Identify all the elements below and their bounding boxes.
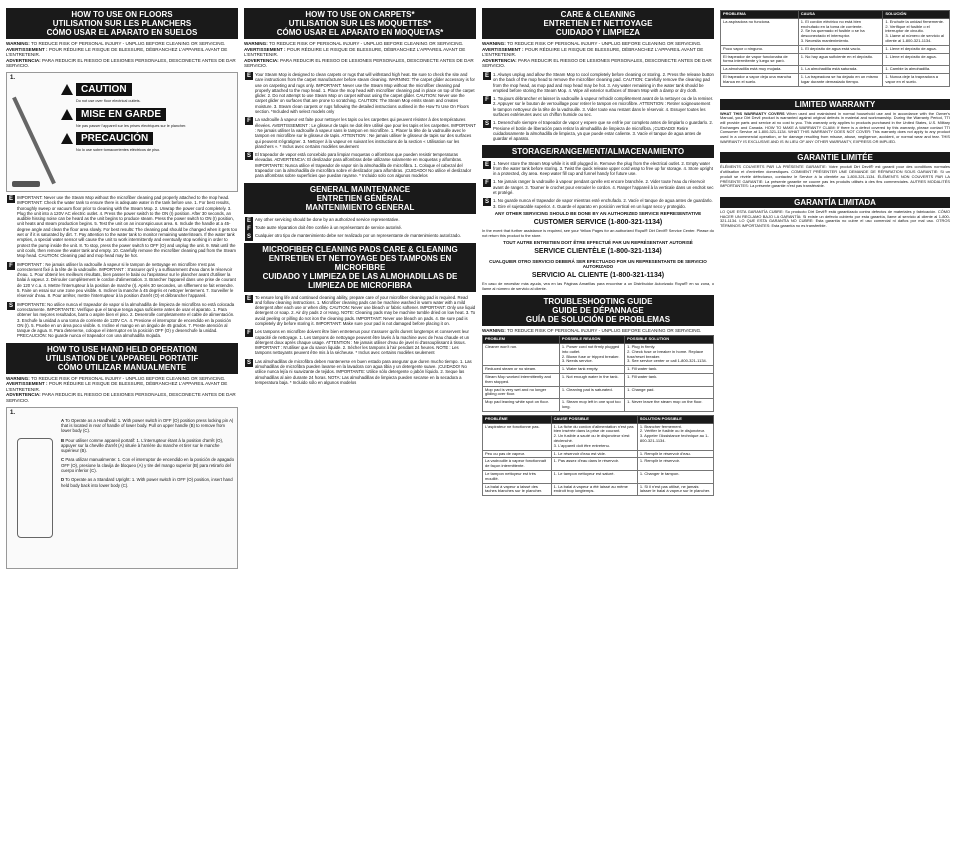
caution-notices [61, 83, 237, 157]
mop-head-illustration [12, 181, 40, 187]
carpets-header [244, 8, 476, 39]
service-title: ANY OTHER SERVICING SHOULD BE DONE BY AN AUTHORIZED SERVICE REPRESENTATIVE [494, 210, 702, 216]
table-cell: 1. La almohadilla está saturada. [798, 66, 883, 74]
table-cell: 1. Remplir le réservoir d'eau. [637, 450, 713, 458]
table-header: POSSIBLE SOLUTION [625, 336, 714, 344]
maintenance-header [244, 183, 476, 214]
pads-text: To ensure long life and continued cleaning ability, prepare care of your microfiber cleaning pad is required. Read and follow cleaning instructions. 1. Microfiber cleaning pads can be machine washed in warm water with a mild detergent after each use or when dirty. CAUTION: Never use bleach or fabric softener. IMPORTANT: Only use liquid detergent or soap. 2. Air dry pads 2 or Hang. NOTE: Cleaning pads may be machine tumble dried on low heat. 3. To avoid peeling or pilling do not iron the cleaning pads. IMPORTANT: Never use bleach on pads. 4. Be sure pad is completely dry before storing it. IMPORTANT: Make sure your pad is not damaged before placing it on. [255, 294, 476, 326]
table-cell: 1. No hay agua suficiente en el depósito. [798, 53, 883, 66]
table-cell: L'aspirateur ne fonctionne pas. [483, 423, 552, 450]
section-english [6, 195, 238, 259]
service-title: TOUT AUTRE ENTRETIEN DOIT ÊTRE EFFECTUÉ PAR UN REPRÉSENTANT AUTORISÉ [503, 240, 693, 246]
figure-number: 1. [10, 409, 16, 416]
table-cell: 1. Fill water tank. [625, 366, 714, 374]
header-line: GENERAL MAINTENANCE [309, 184, 411, 194]
step-letter: B [61, 437, 65, 443]
warning-text: TO REDUCE RISK OF PERSONAL INJURY - UNPLUG BEFORE CLEANING OR SERVICING. [30, 375, 226, 381]
caution-notice [61, 132, 237, 145]
garantie-title: GARANTIE LIMITÉE [720, 152, 950, 163]
warning-label: AVERTISSEMENT : [482, 46, 524, 52]
table-row [483, 458, 714, 471]
storage-header [482, 145, 714, 158]
caution-desc: Do not use over floor electrical outlets. [76, 98, 141, 103]
table-cell: 1. Power cord not firmly plugged into outlet. 2. Blown fuse or tripped breaker. 3. Needs service. [559, 343, 624, 365]
table-cell: El trapeador de vapor funcionaba de forma intermitente y luego se paró. [721, 53, 799, 66]
warning-label: WARNING: [482, 41, 506, 46]
table-row [483, 373, 714, 386]
table-cell: Cleaner won't run. [483, 343, 560, 365]
warning-triangle-icon [61, 84, 73, 95]
lang-tag-e: E [246, 72, 251, 79]
table-cell: 1. Plug in firmly. 2. Check fuse or breaker in home. Replace fuse/reset breaker. 3. See service center or call 1-800-321-1134. [625, 343, 714, 365]
table-cell: 1. La fiche du cordon d'alimentation n'est pas bien insérée dans la prise de courant. 2. Un fusible a sauté ou le disjoncteur s'est déclenché. 3. L'appareil doit être entretenu. [551, 423, 637, 450]
caution-label: CAUTION [76, 83, 132, 96]
section-french [244, 117, 476, 149]
header-line: CÓMO UTILIZAR MANUALMENTE [57, 362, 187, 372]
header-line: STORAGE/RANGEMENT/ALMACENAMIENTO [511, 146, 685, 156]
table-row [483, 483, 714, 496]
warning-label: AVERTISSEMENT : [244, 46, 286, 52]
table-cell: 1. Nunca deje la trapeadora a vapor en el suelo. [883, 73, 950, 86]
troubleshooting-header [482, 295, 714, 326]
table-cell: Mop pad leaving white spot on floor. [483, 399, 560, 412]
table-header: SOLUCIÓN [883, 11, 950, 19]
section-french [6, 262, 238, 299]
table-cell: 1. Water tank empty. [559, 366, 624, 374]
warning-triangle-icon [61, 109, 73, 120]
header-line: CUIDADO Y LIMPIEZA DE LAS ALMOHADILLAS DE LIMPIEZA DE MICROFIBRA [262, 271, 458, 290]
pads-header [244, 243, 476, 292]
table-row [483, 386, 714, 399]
table-cell: 1. La trapeadora se ha dejado en un mismo lugar durante demasiado tiempo. [798, 73, 883, 86]
table-header: PROBLEMA [721, 11, 799, 19]
table-cell: 1. Brancher fermement. 2. Vérifier le fusible ou le disjoncteur. 3. Appeler l'Assistance technique au 1-800-321-1134. [637, 423, 713, 450]
warning-label: WARNING: [482, 327, 506, 333]
lang-tag-s: S [246, 234, 251, 241]
warnings [482, 41, 714, 69]
floors-header [6, 8, 238, 39]
troubleshooting-table-english [482, 335, 714, 412]
instructions-text: Your Steam Mop is designed to clean carpets or rugs that will withstand high heat. Be sure to check the site and care instructions from the carpet manufacturer before steam cleaning. WARNING: The carpet glider accessory is for use on carpeting and rugs only. IMPORTANT: Never use the Steam Mop without the microfiber cleaning pad properly attached to the mop head. 1. Place the mop head with microfiber cleaning pad in place on top of the carpet glider. 2. Do not attempt to use Steam Mop on carpet without using the carpet glider. CAUTION: Never use the carpet glider on surfaces that are prone to scratching. CAUTION: The Steam Mop emits steam and creates moisture. 3. Steam clean carpets or rugs following the detailed instructions outlined in the How To Use On Floors section. *Included with select models only [255, 71, 475, 115]
caution-desc: No lo use sobre tomacorrientes eléctricos de piso. [76, 148, 161, 153]
step-letter: A [61, 417, 65, 423]
table-cell: 1. Enchufe la unidad firmemente. 2. Verifique el fusible o el interruptor de circuito. 3. Llame al número de servicio al cliente al 1-800-321-1134. [883, 18, 950, 45]
table-row [483, 343, 714, 365]
step-letter: D [61, 477, 65, 483]
column-floors [6, 8, 238, 569]
lang-tag-f: F [245, 117, 253, 125]
troubleshooting-table-french [482, 415, 714, 496]
header-line: GUÍA DE SOLUCIÓN DE PROBLEMAS [525, 314, 671, 324]
table-cell: 1. Le tampon nettoyeur est saturé. [551, 470, 637, 483]
storage-text: 1. Ne jamais ranger la vadrouille à vapeur pendant qu'elle est encore branchée. 2. Vider toute l'eau du réservoir avant de ranger. 3. Tourner le crochet pour enrouler le cordon. 4. Ranger l'appareil à la verticale dans un endroit sec et protégé. [493, 179, 714, 196]
section-spanish [6, 302, 238, 339]
header-line: CARE & CLEANING [560, 10, 636, 19]
garantia-title: GARANTÍA LIMITADA [720, 197, 950, 208]
table-cell: La aspiradora no funciona. [721, 18, 799, 45]
warning-text: TO REDUCE RISK OF PERSONAL INJURY - UNPLUG BEFORE CLEANING OR SERVICING. [506, 41, 702, 46]
lang-tag-s: S [484, 121, 489, 128]
table-row [483, 399, 714, 412]
instructions-text: El trapeador de vapor está concebido para limpiar moquetas o alfombras que pueden resistir temperaturas elevadas. ADVERTENCIA: El deslizador para alfombras debe utilizarse solamente en moquetas y alfombras. IMPORTANTE: Nunca utilice el trapeador de vapor sin la almohadilla de microfibra. 1. Coloque el cabezal del trapeador con la almohadilla de microfibra sobre el deslizador para alfombras. ¡CUIDADO! No utilice el deslizador para alfombras sobre superficies que puedan rayarse. * Incluido solo con algunos modelos [255, 152, 472, 179]
table-cell: Poco vapor o ninguno. [721, 45, 799, 53]
table-row [721, 18, 950, 45]
section-english [482, 72, 714, 93]
table-cell: La balai à vapeur a laissé des taches blanches sur le plancher. [483, 483, 552, 496]
table-cell: 1. Cleaning pad is saturated. [559, 386, 624, 399]
section-spanish [482, 198, 714, 209]
table-cell: 1. El cordón eléctrico no está bien enchufado en la toma de corriente. 2. Se ha quemado el fusible o se ha desconectado el interruptor. 3. Necesita mantenimiento. [798, 18, 883, 45]
table-cell: 1. Not enough water in the tank. [559, 373, 624, 386]
care-text: 1. Desenchufe siempre el trapeador de vapor y espere que se enfríe por completo antes de limpiarlo o guardarlo. 2. Presione el botón de liberación para retirar la almohadilla de limpieza de microfibra. ¡CUIDADO! Retire cuidadosamente la almohadilla de limpieza, ya que puede estar caliente. 3. Vacíe el tanque de agua antes de guardar el aparato. [493, 120, 713, 142]
table-cell: El trapeador a vapor deja una mancha blanca en el suelo. [721, 73, 799, 86]
warnings [244, 41, 476, 69]
lang-tag-f: F [483, 96, 491, 104]
lang-tag-e: E [484, 72, 489, 79]
pads-text: Las almohadillas de microfibra deben mantenerse en buen estado para asegurar que duren mucho tiempo. 1. Las almohadillas de microfibra pueden lavarse en la lavadora con agua tibia y un detergente suave. ¡CUIDADO! No utilice nunca lejía ni suavizante de tejidos. IMPORTANTE: Utilice sólo detergente o jabón líquido. 2. Seque las almohadillas al aire durante 24 horas. NOTA: Las almohadillas de limpieza pueden secarse en la secadora a temperatura baja. * Incluido sólo en algunos modelos [255, 358, 472, 385]
table-cell: 1. La balai à vapeur a été laissé au même endroit trop longtemps. [551, 483, 637, 496]
lang-tag-f: F [245, 329, 253, 337]
header-line: ENTRETIEN ET NETTOYAGE [543, 19, 653, 28]
table-cell: 1. Changer le tampon. [637, 470, 713, 483]
section-french [244, 329, 476, 355]
step-text: Pour utiliser comme appareil portatif: 1. L'interrupteur étant à la position d'arrêt (O), appuyer sur la cheville d'arrêt (A) située à l'arrière du manche et tirer sur le manche supérieur (B). [61, 437, 224, 454]
maintenance-text: Toute autre réparation doit être confiée à un représentant de service autorisé. [255, 224, 403, 230]
header-line: ENTRETIEN GÉNÉRAL [316, 193, 404, 203]
service-text: En caso de necesitar más ayuda, vea en las Páginas Amarillas para encontrar a un Distribuidor Autorizado Royal® en su zona, o llame al número de servicio al cliente. [482, 281, 714, 291]
warning-label: AVERTISSEMENT : [6, 381, 48, 387]
table-cell: Le tampon nettoyeur est très mouillé. [483, 470, 552, 483]
caution-notice [61, 108, 237, 121]
table-cell: 1. Remplir le réservoir. [637, 458, 713, 471]
table-row [721, 45, 950, 53]
section-french [482, 96, 714, 117]
lang-tag-s: S [8, 302, 13, 309]
step-letter: C [61, 457, 65, 463]
steam-mop-illustration [12, 97, 56, 185]
header-line: CÓMO USAR EL APARATO EN MOQUETAS* [276, 28, 444, 37]
warning-label: WARNING: [6, 41, 30, 46]
table-cell: 1. Never leave the steam mop on the floor. [625, 399, 714, 412]
warning-label: ADVERTENCIA: [244, 57, 279, 63]
handheld-header [6, 343, 238, 374]
storage-text: 1. No guarde nunca el trapeador de vapor mientras esté enchufado. 2. Vacíe el tanque de agua antes de guardarlo. 3. Gire el sujetacable superior. 4. Guarde el aparato en posición vertical en un lugar seco y protegido. [493, 198, 713, 209]
section-english [482, 161, 714, 177]
section-spanish [244, 359, 476, 385]
header-line: CÓMO USAR EL APARATO EN SUELOS [46, 28, 198, 37]
header-line: MICROFIBER CLEANING PADS CARE & CLEANING [262, 244, 458, 254]
maintenance-text: Any other servicing should be done by an authorized service representative. [255, 216, 400, 222]
care-header [482, 8, 714, 39]
warning-label: AVERTISSEMENT : [6, 46, 48, 52]
lang-tag-s: S [246, 153, 251, 160]
section-english [244, 72, 476, 114]
table-cell: Reduced steam or no steam. [483, 366, 560, 374]
maintenance-text: Cualquier otro tipo de mantenimiento debe ser realizado por un representante de mantenimiento autorizado. [255, 233, 461, 239]
lang-tag-e: E [246, 217, 251, 224]
table-cell: 1. Llene el depósito de agua. [883, 53, 950, 66]
section-english [244, 295, 476, 327]
table-header: PROBLÈME [483, 415, 552, 423]
table-cell: 1. El depósito de agua está vacío. [798, 45, 883, 53]
warning-label: WARNING: [244, 41, 268, 46]
customer-service-phone: CUSTOMER SERVICE (1-800-321-1134) [533, 218, 663, 226]
table-cell: 1. Steam mop left in one spot too long. [559, 399, 624, 412]
section-english [244, 217, 476, 222]
column-warranty [720, 8, 950, 229]
warranty-subheading: WHAT THIS WARRANTY COVERS [720, 110, 785, 116]
garantia-text: LO QUE ESTA GARANTÍA CUBRE: Su producto Dirt Devil® está garantizado contra defectos de materiales y fabricación. CÓMO HACER UN RECLAMO BAJO LA GARANTÍA: Si existe un defecto cubierto por esta garantía, llame al servicio al cliente al 1-800-321-1134. LO QUE ESTA GARANTÍA NO CUBRE: Esta garantía no cubre el uso comercial ni daños por mal uso. OTROS TÉRMINOS IMPORTANTES: Esta garantía no es transferible. [720, 209, 950, 229]
table-cell: 1. Le réservoir d'eau est vide. [551, 450, 637, 458]
table-cell: Steam Mop worked intermittently and then stopped. [483, 373, 560, 386]
section-spanish [244, 233, 476, 241]
instructions-text: La vadrouille à vapeur est faite pour nettoyer les tapis ou les carpettes qui peuvent résister à des températures élevées. AVERTISSEMENT : Le glisseur de tapis ne doit être utilisé que pour les tapis et les carpettes. IMPORTANT : Ne jamais utiliser la vadrouille à vapeur sans le tampon en microfibre. 1. Placer la tête de la vadrouille avec le tampon en microfibre sur le glisseur de tapis. ATTENTION : Ne jamais utiliser le glisseur de tapis sur des surfaces qui peuvent s'égratigner. 3. Nettoyer à la vapeur en suivant les instructions de la section « Utilisation sur les planchers ». * Inclus avec certains modèles seulement [255, 117, 476, 149]
table-header: CAUSE POSSIBLE [551, 415, 637, 423]
table-header: PROBLEM [483, 336, 560, 344]
warning-label: ADVERTENCIA: [6, 392, 41, 398]
warning-label: ADVERTENCIA: [482, 57, 517, 63]
floor-figure [6, 72, 238, 192]
table-cell: 1. Llene el depósito de agua. [883, 45, 950, 53]
table-header: POSSIBLE REASON [559, 336, 624, 344]
lang-tag-f: F [483, 179, 491, 187]
header-line: UTILISATION DE L'APPAREIL PORTATIF [45, 353, 199, 363]
table-cell: La vadrouille à vapeur fonctionnait de façon intermittente. [483, 458, 552, 471]
warning-text: TO REDUCE RISK OF PERSONAL INJURY - UNPLUG BEFORE CLEANING OR SERVICING. [506, 327, 702, 333]
step-text: To Operate as a Handheld: 1. With power switch in OFF (O) position press locking pin A) that is located in rear of handle of lower body. Pull on upper handle (B) to remove from lower body (C). [61, 417, 234, 434]
warnings [6, 41, 238, 69]
table-cell: Peu ou pas de vapeur. [483, 450, 552, 458]
lang-tag-s: S [246, 359, 251, 366]
caution-desc: Ne pas passer l'appareil sur les prises électriques sur le plancher. [76, 123, 187, 128]
warning-triangle-icon [61, 133, 73, 144]
table-cell: 1. Pas assez d'eau dans le réservoir. [551, 458, 637, 471]
table-header: SOLUTION POSSIBLE [637, 415, 713, 423]
warning-text: PARA REDUCIR EL RIESGO DE LESIONES PERSONALES, DESCONECTE ANTES DE DAR SERVICIO. [244, 57, 474, 69]
handheld-figure [6, 407, 238, 569]
instructions-text: IMPORTANTE: No utilice nunca el trapeador de vapor si la almohadilla de limpieza de microfibra no está colocada correctamente. IMPORTANTE: Verifique que el tanque tenga agua suficiente antes de usar el aparato. 1. Para obtener los mejores resultados, barra o aspire bien el piso. 2. Desenrolle completamente el cable de alimentación. 3. Enchufe la unidad a una toma de corriente de 120V CA. 4. Presione el interruptor de encendido en la posición ON (I). 5. Pruebe en un área poco visible. 6. Incline el mango en un ángulo de 45 grados. 7. Preste atención al tanque de agua. 8. Para detenerse, coloque el interruptor en la posición OFF (O) y desenchufe la unidad. PRECAUCIÓN: No guarde nunca el trapeador con una almohadilla mojada. [17, 301, 235, 339]
header-line: CUIDADO Y LIMPIEZA [555, 28, 641, 37]
warning-text: PARA REDUCIR EL RIESGO DE LESIONES PERSONALES, DESCONECTE ANTES DE DAR SERVICIO. [6, 392, 236, 404]
caution-label: PRECAUCIÓN [76, 132, 153, 145]
table-row [483, 423, 714, 450]
warning-text: POUR RÉDUIRE LE RISQUE DE BLESSURE, DÉBRANCHEZ L'APPAREIL AVANT DE L'ENTRETENIR. [482, 46, 704, 58]
table-header: CAUSA [798, 11, 883, 19]
lang-tag-f: F [7, 262, 15, 270]
garantie-text: ÉLÉMENTS COUVERTS PAR LA PRÉSENTE GARANTIE: Votre produit Dirt Devil® est garanti pour des conditions normales d'utilisation et d'entretien domestiques. COMMENT PRÉSENTER UNE DEMANDE DE RÉPARATION SOUS GARANTIE: Si un produit se révèle défectueux, contactez le Service à la clientèle au 1-800-321-1134. ÉLÉMENTS NON COUVERTS PAR LA PRÉSENTE GARANTIE: La présente garantie ne couvre pas les produits utilisés à des fins commerciales. AUTRES MODALITÉS IMPORTANTES: La présente garantie n'est pas transférable. [720, 164, 950, 189]
table-row [721, 73, 950, 86]
service-title: CUALQUIER OTRO SERVICIO DEBERÁ SER EFECTUADO POR UN REPRESENTANTE DE SERVICIO AUTORIZADO [489, 258, 707, 270]
warning-label: WARNING: [6, 375, 30, 381]
warning-text: PARA REDUCIR EL RIESGO DE LESIONES PERSONALES, DESCONECTE ANTES DE DAR SERVICIO. [482, 57, 712, 69]
warning-text: TO REDUCE RISK OF PERSONAL INJURY - UNPLUG BEFORE CLEANING OR SERVICING. [268, 41, 464, 46]
warranty-title: LIMITED WARRANTY [720, 99, 950, 110]
lang-tag-f: F [245, 225, 253, 233]
lang-tag-e: E [484, 161, 489, 168]
header-line: MANTENIMIENTO GENERAL [305, 202, 415, 212]
table-cell: 1. Change pad. [625, 386, 714, 399]
caution-notice [61, 83, 237, 96]
instructions-text: IMPORTANT: Never use the Steam Mop without the microfiber cleaning pad properly attached to the mop head. IMPORTANT: Check the water tank to ensure there is adequate water in the tank before use. 1. For best results, thoroughly sweep or vacuum floor prior to cleaning with the Steam Mop. 2. Unwrap the power cord completely. 3. Plug the unit into a 120V AC electric outlet. 4. Press the power switch to the ON (I) position. After 30 seconds, an audible hissing noise can be heard as the unit begins to produce steam. Press the power switch to ON (I) position, unit heats and steam production begins. 5. Test the unit on an inconspicuous area. 6. Include the handle at a 45-degree angle and clean the floor area slowly. For best results: The cleaning pad should be changed when it gets too wet or if it is saturated by dirt. 7. Pay attention to the water tank to monitor remaining water/steam. If the water tank empties, a special water sensor will cause the unit to work intermittently and eventually stop working in order to protect the pump inside the unit. 8. To stop, press the power switch to OFF (O) and unplug the unit. 9. Wait until the unit cools, then remove the water tank and empty. 10. Carefully remove the microfiber cleaning pad from the Steam Mop head. CAUTION: Cleaning pad and mop head may be hot. [17, 194, 238, 259]
pads-text: Les tampons en microfibre doivent être bien entretenus pour s'assurer qu'ils durent longtemps et conservent leur capacité de nettoyage. 1. Les tampons de nettoyage peuvent être lavés à la machine avec de l'eau chaude et un détergent doux après chaque usage. ATTENTION : Ne jamais utiliser d'eau de javel ni d'assouplissant à tissus. IMPORTANT : N'utiliser que du savon liquide. 2. Sécher les tampons à l'air pendant 24 heures. NOTE : Les tampons nettoyants peuvent être mis à la sécheuse. * Inclus avec certains modèles seulement [255, 329, 470, 356]
section-spanish [244, 152, 476, 178]
header-line: GUIDE DE DÉPANNAGE [552, 305, 644, 315]
warning-text: POUR RÉDUIRE LE RISQUE DE BLESSURE, DÉBRANCHEZ L'APPAREIL AVANT DE L'ENTRETENIR. [6, 46, 228, 58]
section-french [482, 179, 714, 195]
storage-text: 1. Never store the Steam Mop while it is still plugged in. Remove the plug from the electrical outlet. 2. Empty water from the water tank before storing. 3. Twist the quick release upper cord wrap to free up for storage. 4. Store upright in a protected, dry area. Keep water fill cup and funnel handy for future use. [493, 160, 713, 177]
warning-text: POUR RÉDUIRE LE RISQUE DE BLESSURE, DÉBRANCHEZ L'APPAREIL AVANT DE L'ENTRETENIR. [6, 381, 228, 392]
service-text: In the event that further assistance is required, see your Yellow Pages for an authorized Royal® Dirt Devil® Service Center. Please do not return this product to the store. [482, 228, 714, 238]
column-care [482, 8, 714, 496]
header-line: TROUBLESHOOTING GUIDE [543, 296, 653, 306]
handheld-illustration [17, 438, 53, 538]
handheld-steps [61, 418, 236, 488]
lang-tag-e: E [246, 295, 251, 302]
column-carpets [244, 8, 476, 386]
step-text: To Operate as a Standard Upright: 1. With power switch in OFF (O) position, insert hand held body back into lower body (C). [61, 477, 233, 488]
table-cell: La almohadilla está muy mojada. [721, 66, 799, 74]
table-row [483, 366, 714, 374]
customer-service-phone: SERVICE CLIENTÈLE (1-800-321-1134) [534, 248, 662, 255]
warnings [6, 376, 238, 404]
table-row [483, 450, 714, 458]
table-cell: 1. Si il n'est pas utilisé, ne jamais laisser le balai à vapeur sur le plancher. [637, 483, 713, 496]
warranty-text: When used and maintained in normal household use and in accordance with the Owner's Manual, your Dirt Devil product is warranted against original defects in material and workmanship. During the Warranty Period, TTI will provide parts and service at no cost to you. This warranty only applies to products purchased in the United States, U.S. Military Exchanges and Canada. HOW TO MAKE A WARRANTY CLAIM: If there is a defect covered by this warranty, please contact TTI Consumer Service at 1-800-321-1134. WHAT THIS WARRANTY DOES NOT COVER: This warranty does not apply to any product used in a commercial operation, or for damage resulting from misuse, abuse, negligence, accident, or normal wear and tear. THIS WARRANTY IS EXCLUSIVE AND IS IN LIEU OF ANY OTHER WARRANTY, EXPRESS OR IMPLIED. [720, 110, 950, 144]
header-line: ENTRETIEN ET NETTOYAGE DES TAMPONS EN MICROFIBRE [268, 253, 452, 272]
table-cell: 1. Fill water tank. [625, 373, 714, 386]
warning-text: TO REDUCE RISK OF PERSONAL INJURY - UNPLUG BEFORE CLEANING OR SERVICING. [30, 41, 226, 46]
warnings [482, 328, 714, 334]
figure-number: 1. [10, 74, 16, 81]
header-line: HOW TO USE HAND HELD OPERATION [47, 344, 197, 354]
table-row [483, 470, 714, 483]
warning-label: ADVERTENCIA: [6, 57, 41, 63]
header-line: HOW TO USE ON FLOORS [71, 10, 173, 19]
header-line: UTILISATION SUR LES PLANCHERS [52, 19, 192, 28]
care-text: 1. Always unplug and allow the Steam Mop to cool completely before cleaning or storing. 2. Press the release button on the back of the mop head to remove the microfiber cleaning pad. CAUTION: Carefully remove the cleaning pad from the mop head, as mop pad and mop head may be hot. 3. Any water remaining in the water tank should be emptied before storing the Steam Mop. 4. Wipe all exterior surfaces of Steam Mop with a damp or dry cloth. [493, 71, 714, 93]
instructions-text: IMPORTANT : Ne jamais utiliser la vadrouille à vapeur si le tampon de nettoyage en microfibre n'est pas correctement fixé à la tête de la vadrouille. IMPORTANT : S'assurer qu'il y a suffisamment d'eau dans le réservoir d'eau. 1. Pour obtenir les meilleurs résultats, bien passer le balai ou l'aspirateur sur le plancher avant d'utiliser la balai à vapeur. 2. Dérouler complètement le cordon d'alimentation. 3. Brancher l'appareil dans une prise de courant de 120 V c.a. 4. Mettre l'interrupteur à la position de marche (I). Après 30 secondes, un sifflement se fait entendre. 5. Faire un essai sur une zone peu visible. 6. Incliner la manche à 45 degrés et nettoyer lentement. 7. Surveiller le réservoir d'eau. 8. Pour arrêter, mettre l'interrupteur à la position d'arrêt (O) et débrancher l'appareil. [17, 261, 236, 299]
lang-tag-s: S [484, 199, 489, 206]
table-row [721, 53, 950, 66]
warning-text: POUR RÉDUIRE LE RISQUE DE BLESSURE, DÉBRANCHEZ L'APPAREIL AVANT DE L'ENTRETENIR. [244, 46, 466, 58]
table-row [721, 66, 950, 74]
caution-label: MISE EN GARDE [76, 108, 166, 121]
section-french [244, 225, 476, 230]
table-cell: 1. Cambie la almohadilla. [883, 66, 950, 74]
warning-text: PARA REDUCIR EL RIESGO DE LESIONES PERSONALES, DESCONECTE ANTES DE DAR SERVICIO. [6, 57, 236, 69]
lang-tag-e: E [8, 195, 13, 202]
table-cell: Mop pad is very wet and no longer gliding over floor. [483, 386, 560, 399]
section-spanish [482, 120, 714, 141]
customer-service-phone: SERVICIO AL CLIENTE (1-800-321-1134) [531, 271, 665, 279]
header-line: UTILISATION SUR LES MOQUETTES* [288, 19, 432, 28]
care-text: 1. Toujours débrancher et laisser la vadrouille à vapeur refroidir complètement avant de la nettoyer ou de la remiser. 2. Appuyer sur le bouton de verrouillage pour retirer le tampon en microfibre. ATTENTION : Retirer soigneusement le tampon nettoyeur de la tête de la vadrouille. 3. Vider toute eau restant dans le réservoir. 4. Essuyer toutes les surfaces extérieures avec un chiffon humide ou sec. [493, 96, 714, 118]
troubleshooting-table-spanish [720, 10, 950, 87]
header-line: HOW TO USE ON CARPETS* [305, 10, 415, 19]
warranty-body [720, 112, 950, 145]
step-text: Para utilizar manualmente: 1. Con el interruptor de encendido en la posición de apagado OFF (O), presione la clavija de bloqueo (A) y tire del mango superior (B) para retirarlo del cuerpo inferior (C). [61, 457, 234, 474]
